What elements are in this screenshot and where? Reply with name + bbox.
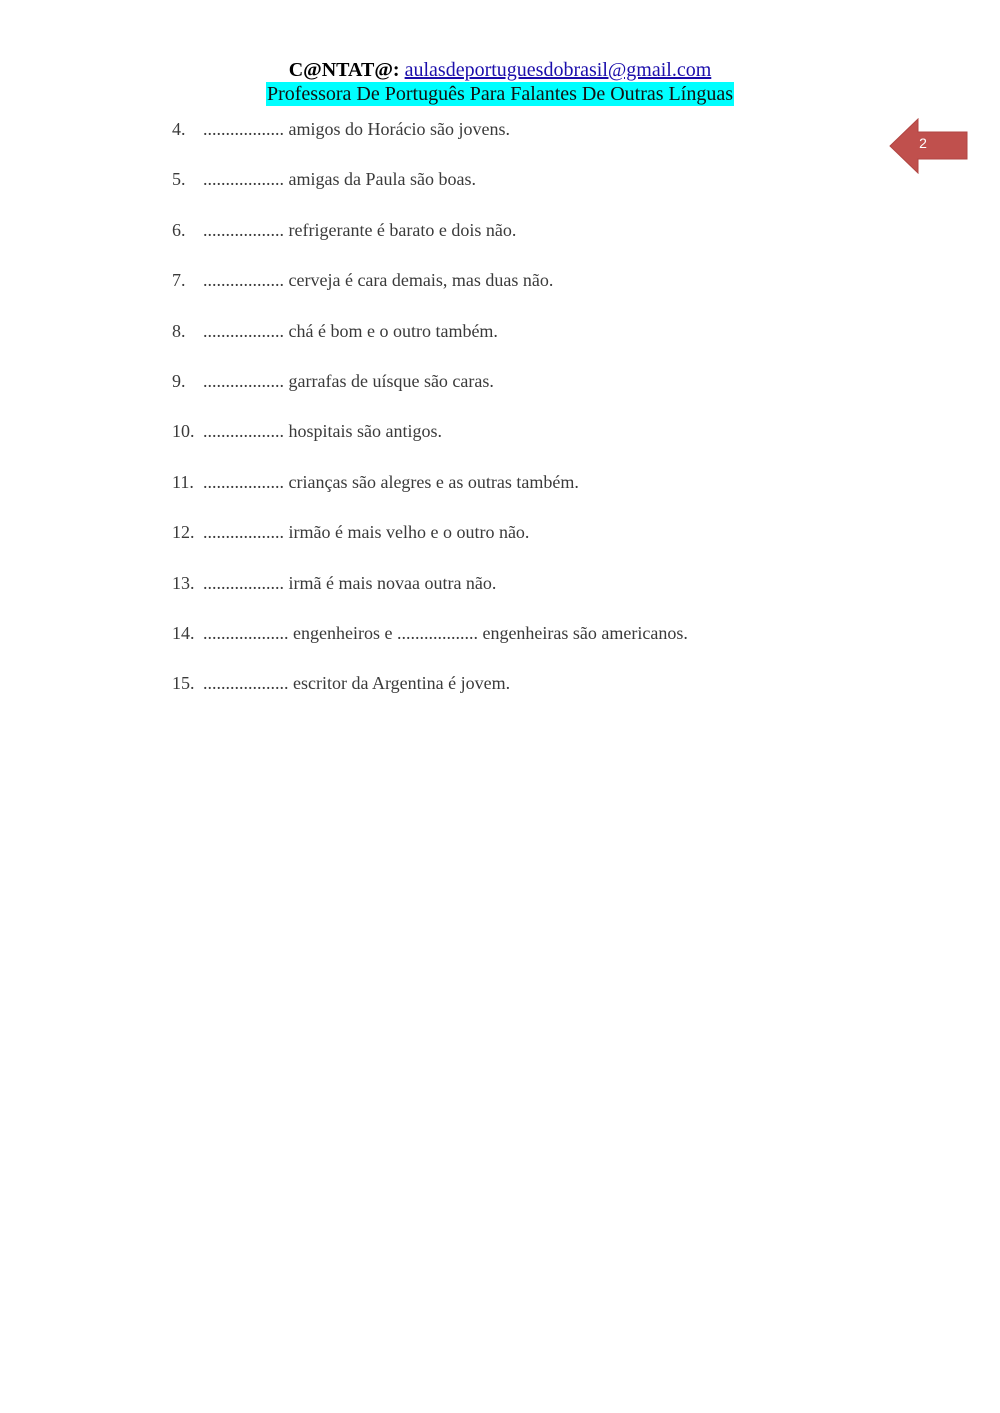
contact-line	[0, 58, 1000, 82]
answer-blank[interactable]: ..................	[203, 471, 284, 492]
exercise-number: 8.	[172, 320, 186, 341]
exercise-item	[172, 520, 872, 570]
exercise-item	[172, 571, 872, 621]
exercise-text: irmão é mais velho e o outro não.	[284, 522, 530, 543]
page-number: 2	[919, 135, 927, 151]
exercise-number: 11.	[172, 471, 194, 492]
answer-blank[interactable]: ..................	[203, 219, 284, 240]
exercise-text: irmã é mais novaa outra não.	[284, 572, 497, 593]
exercise-text: chá é bom e o outro também.	[284, 320, 498, 341]
page-header	[0, 58, 1000, 108]
exercise-number: 13.	[172, 572, 195, 593]
exercise-text: escritor da Argentina é jovem.	[288, 673, 511, 694]
exercise-item	[172, 419, 872, 469]
exercise-item	[172, 268, 872, 318]
exercise-text: hospitais são antigos.	[284, 421, 442, 442]
exercise-text: refrigerante é barato e dois não.	[284, 219, 517, 240]
exercise-list	[172, 117, 872, 722]
answer-blank[interactable]: ..................	[203, 320, 284, 341]
answer-blank[interactable]: ...................	[203, 622, 289, 643]
exercise-item	[172, 671, 872, 721]
exercise-number: 4.	[172, 119, 186, 139]
subtitle-line	[0, 82, 1000, 108]
exercise-number: 15.	[172, 673, 195, 694]
exercise-text: garrafas de uísque são caras.	[284, 370, 494, 391]
exercise-number: 10.	[172, 421, 195, 442]
exercise-item	[172, 218, 872, 268]
exercise-number: 6.	[172, 219, 186, 240]
exercise-number: 7.	[172, 270, 186, 291]
answer-blank[interactable]: ...................	[203, 673, 289, 694]
exercise-text: cerveja é cara demais, mas duas não.	[284, 270, 554, 291]
exercise-item	[172, 117, 872, 167]
exercise-number: 9.	[172, 370, 186, 391]
answer-blank[interactable]: ..................	[203, 119, 284, 139]
exercise-item	[172, 319, 872, 369]
answer-blank[interactable]: ..................	[203, 169, 284, 190]
exercise-number: 12.	[172, 522, 195, 543]
contact-email-link[interactable]: aulasdeportuguesdobrasil@gmail.com	[404, 59, 712, 81]
subtitle: Professora De Português Para Falantes De Outras Línguas	[266, 83, 733, 105]
exercise-number: 14.	[172, 622, 195, 643]
exercise-item	[172, 470, 872, 520]
exercise-number: 5.	[172, 169, 186, 190]
exercise-text: amigos do Horácio são jovens.	[284, 119, 510, 139]
contact-label: C@NTAT@:	[288, 59, 400, 81]
answer-blank[interactable]: ..................	[203, 522, 284, 543]
answer-blank[interactable]: ..................	[203, 421, 284, 442]
exercise-item	[172, 369, 872, 419]
answer-blank[interactable]: ..................	[203, 270, 284, 291]
exercise-text: engenheiros e .................. engenheiras são americanos.	[288, 622, 688, 643]
exercise-text: amigas da Paula são boas.	[284, 169, 476, 190]
exercise-item	[172, 621, 872, 671]
exercise-text: crianças são alegres e as outras também.	[284, 471, 579, 492]
answer-blank[interactable]: ..................	[203, 370, 284, 391]
exercise-item	[172, 167, 872, 217]
answer-blank[interactable]: ..................	[203, 572, 284, 593]
